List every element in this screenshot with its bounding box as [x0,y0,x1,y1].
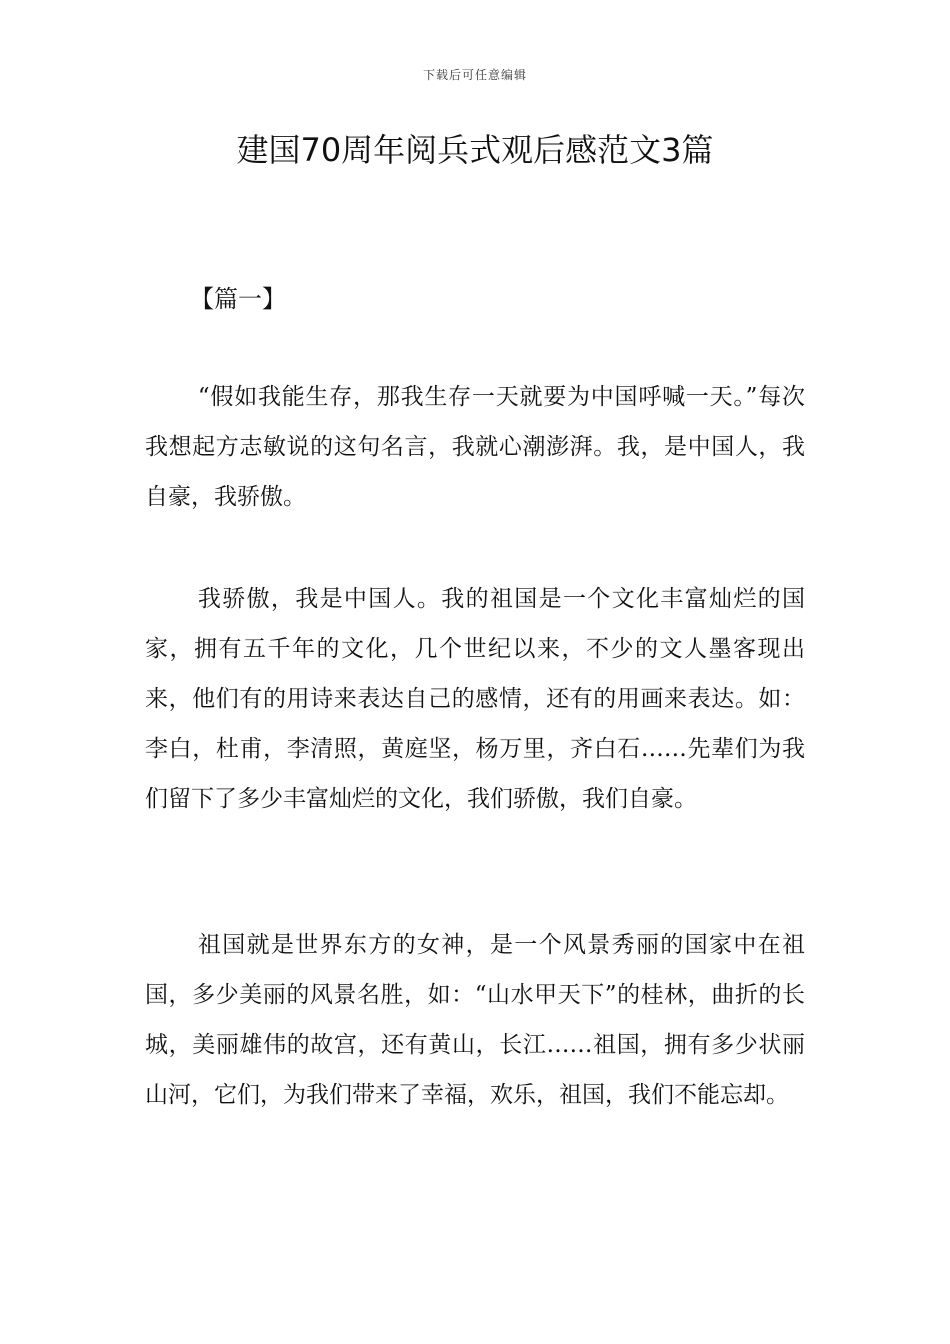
document-title: 建国70周年阅兵式观后感范文3篇 [236,131,714,169]
download-edit-note: 下载后可任意编辑 [422,68,527,82]
paragraph-3: 祖国就是世界东方的女神，是一个风景秀丽的国家中在祖国，多少美丽的风景名胜，如：“山水甲天下”的桂林，曲折的长城，美丽雄伟的故宫，还有黄山，长江……祖国，拥有多少状丽山河，它们，为我们带来了幸福，欢乐，祖国，我们不能忘却。 [145,932,805,1108]
paragraph-2: 我骄傲，我是中国人。我的祖国是一个文化丰富灿烂的国家，拥有五千年的文化，几个世纪以来，不少的文人墨客现出来，他们有的用诗来表达自己的感情，还有的用画来表达。如：李白，杜甫，李清照，黄庭坚，杨万里，齐白石……先辈们为我们留下了多少丰富灿烂的文化，我们骄傲，我们自豪。 [145,586,805,812]
section-heading-part-one: 【篇一】 [190,285,286,313]
paragraph-1: “假如我能生存，那我生存一天就要为中国呼喊一天。”每次我想起方志敏说的这句名言，我就心潮澎湃。我，是中国人，我自豪，我骄傲。 [145,384,805,510]
